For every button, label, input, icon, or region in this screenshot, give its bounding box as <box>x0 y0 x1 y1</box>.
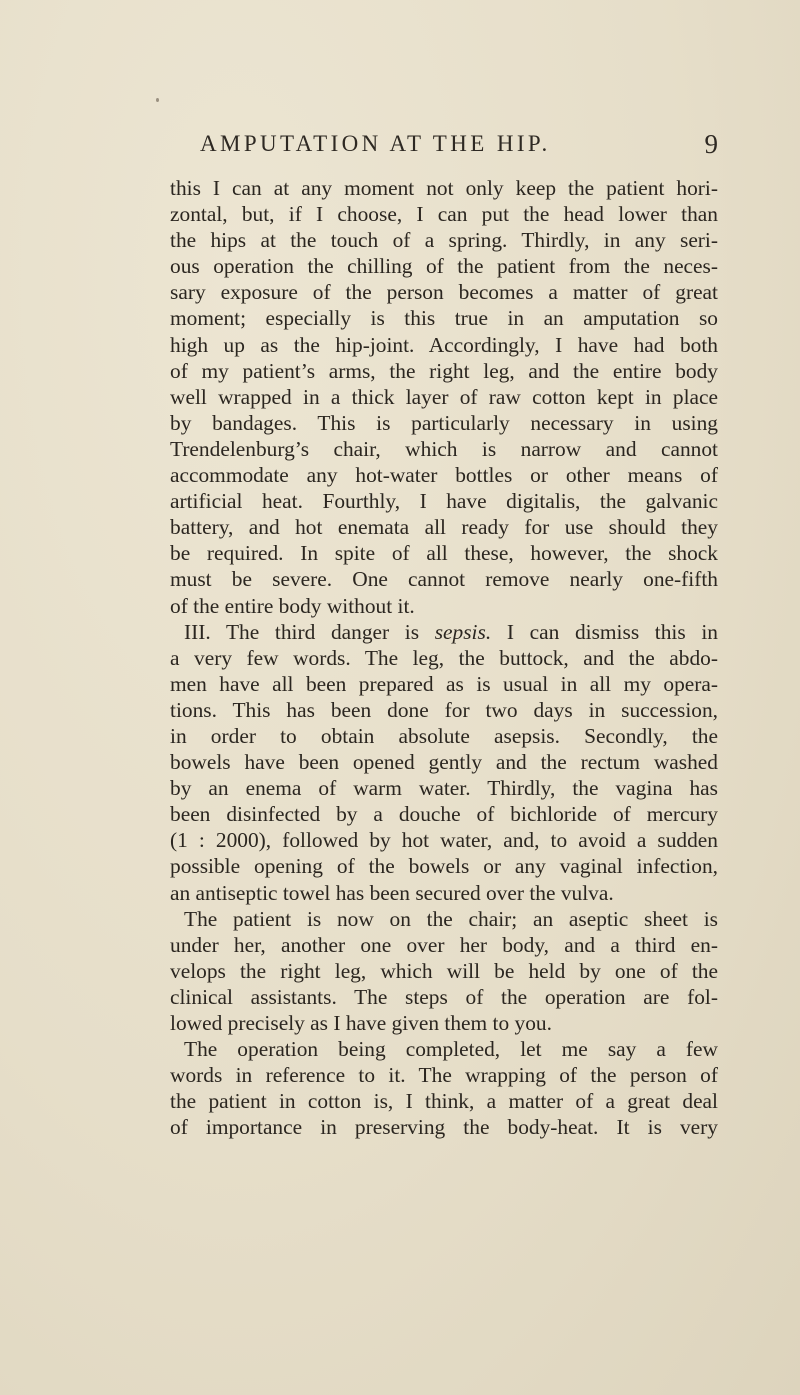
text-line: this I can at any moment not only keep the patient hori- <box>170 176 718 200</box>
text-line-section-iii <box>170 619 718 645</box>
page-number: 9 <box>704 129 718 159</box>
text-line: battery, and hot enemata all ready for use should they <box>170 515 718 540</box>
section-iii-intro: III. The third danger is <box>184 619 420 644</box>
text-line: possible opening of the bowels or any vaginal infection, <box>170 854 718 879</box>
text-line: sary exposure of the person becomes a matter of great <box>170 280 718 305</box>
text-line: velops the right leg, which will be held by one of the <box>170 958 718 983</box>
text-line: high up as the hip-joint. Accordingly, I have had both <box>170 332 718 357</box>
text-line: well wrapped in a thick layer of raw cotton kept in place <box>170 384 718 409</box>
section-iii-continuation: I can dismiss this in <box>506 619 718 644</box>
sepsis-term: sepsis. <box>434 619 492 644</box>
text-line: artificial heat. Fourthly, I have digitalis, the galvanic <box>170 489 718 514</box>
text-line: of importance in preserving the body-heat. It is very <box>170 1115 718 1140</box>
text-line: moment; especially is this true in an amputation so <box>170 306 718 331</box>
text-line: clinical assistants. The steps of the operation are fol- <box>170 984 718 1009</box>
text-line: a very few words. The leg, the buttock, and the abdo- <box>170 645 718 670</box>
text-line: words in reference to it. The wrapping of the person of <box>170 1063 718 1088</box>
text-line: The patient is now on the chair; an aseptic sheet is <box>184 906 718 931</box>
text-line: of the entire body without it. <box>170 593 415 618</box>
text-line: been disinfected by a douche of bichloride of mercury <box>170 802 718 827</box>
text-line: The operation being completed, let me say a few <box>184 1037 718 1062</box>
text-line: bowels have been opened gently and the rectum washed <box>170 750 718 775</box>
text-line: the hips at the touch of a spring. Thirdly, in any seri- <box>170 228 718 253</box>
text-line: (1 : 2000), followed by hot water, and, to avoid a sudden <box>170 828 718 853</box>
text-line: by an enema of warm water. Thirdly, the vagina has <box>170 776 718 801</box>
text-line: Trendelenburg’s chair, which is narrow and cannot <box>170 436 718 461</box>
text-line: ous operation the chilling of the patient from the neces- <box>170 254 718 279</box>
text-line: zontal, but, if I choose, I can put the head lower than <box>170 202 718 227</box>
text-line: be required. In spite of all these, however, the shock <box>170 541 718 566</box>
text-line: accommodate any hot-water bottles or other means of <box>170 463 718 488</box>
text-line: lowed precisely as I have given them to you. <box>170 1011 552 1035</box>
text-line: under her, another one over her body, and a third en- <box>170 932 718 957</box>
text-line: in order to obtain absolute asepsis. Secondly, the <box>170 723 718 748</box>
page-header <box>200 131 718 165</box>
text-line: must be severe. One cannot remove nearly one-fifth <box>170 567 718 592</box>
text-line: men have all been prepared as is usual in all my opera- <box>170 671 718 696</box>
print-speck <box>156 98 159 102</box>
text-line: an antiseptic towel has been secured over the vulva. <box>170 880 614 905</box>
text-line: tions. This has been done for two days in succession, <box>170 697 718 722</box>
body-text <box>170 175 718 1140</box>
text-line: the patient in cotton is, I think, a matter of a great deal <box>170 1089 718 1114</box>
text-line: by bandages. This is particularly necessary in using <box>170 410 718 435</box>
text-line: of my patient’s arms, the right leg, and the entire body <box>170 358 718 383</box>
running-head: AMPUTATION AT THE HIP. <box>200 131 551 156</box>
